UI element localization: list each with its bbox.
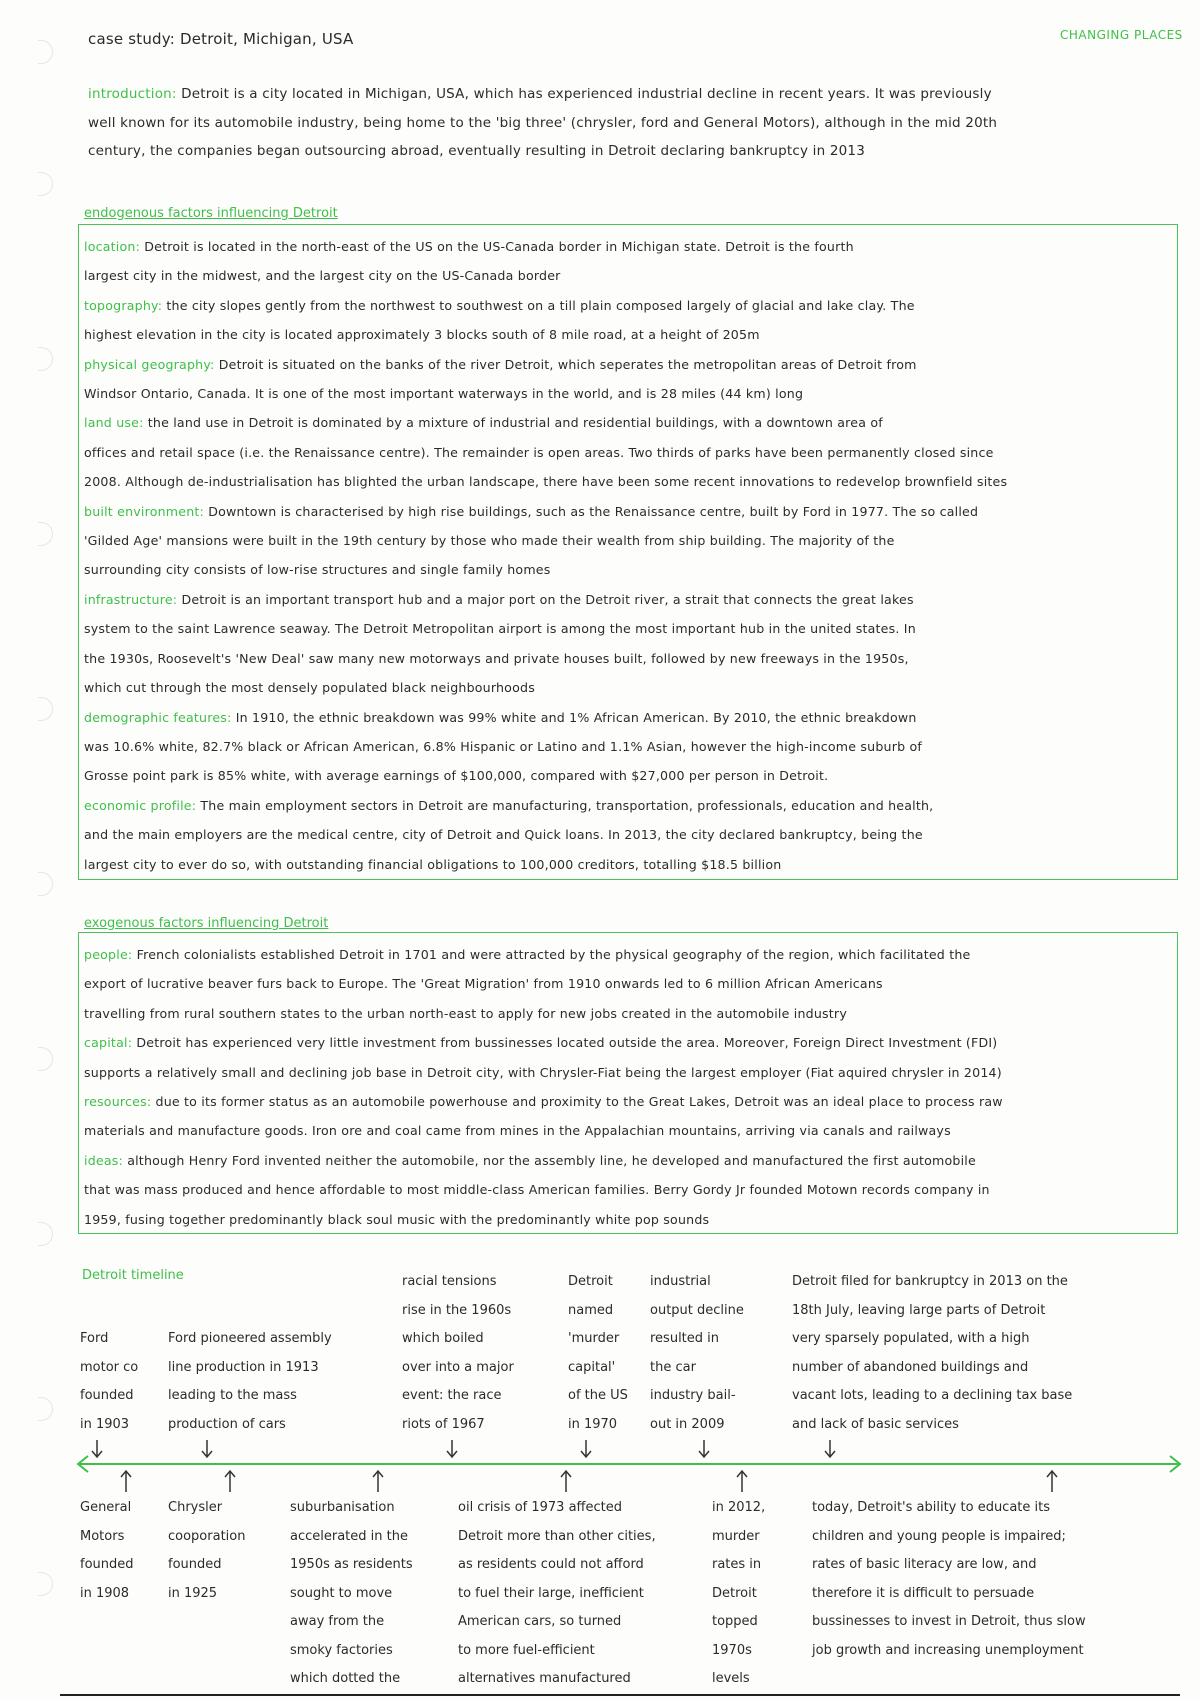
factor-line: was 10.6% white, 82.7% black or African American, 6.8% Hispanic or Latino and 1.1% Asian, however the high-income suburb of [84,738,923,754]
factor-line: offices and retail space (i.e. the Renaissance centre). The remainder is open areas. Two thirds of parks have been permanently closed since [84,444,994,460]
intro-line: introduction: Detroit is a city located in Michigan, USA, which has experienced industrial decline in recent years. It was previously [88,86,992,102]
section-title: CHANGING PLACES [1060,28,1183,42]
timeline-event-below: suburbanisation accelerated in the 1950s as residents sought to move away from the smoky factories which dotted the [290,1500,413,1686]
factor-line: supports a relatively small and declining job base in Detroit city, with Chrysler-Fiat being the largest employer (Fiat aquired chrysler in 2014) [84,1064,1002,1080]
timeline-event-below: in 2012, murder rates in Detroit topped 1970s levels [712,1500,766,1686]
timeline-event-above: racial tensions rise in the 1960s which boiled over into a major event: the race riots of 1967 [402,1274,514,1432]
factor-line: physical geography: Detroit is situated on the banks of the river Detroit, which seperates the metropolitan areas of Detroit from [84,356,917,372]
exogenous-content [84,940,1176,1234]
factor-line: travelling from rural southern states to the urban north-east to apply for new jobs created in the automobile industry [84,1005,847,1021]
factor-line: economic profile: The main employment sectors in Detroit are manufacturing, transportation, professionals, education and health, [84,797,934,813]
timeline-event-below: General Motors founded in 1908 [80,1500,134,1601]
factor-label: economic profile: [84,797,197,813]
timeline-heading: Detroit timeline [82,1268,184,1283]
factor-line: land use: the land use in Detroit is dominated by a mixture of industrial and residential buildings, with a downtown area of [84,415,883,431]
factor-line: Grosse point park is 85% white, with average earnings of $100,000, compared with $27,000 per person in Detroit. [84,768,829,784]
binder-hole [38,522,53,546]
factor-line: ideas: although Henry Ford invented neither the automobile, nor the assembly line, he developed and manufactured the first automobile [84,1152,976,1168]
factor-line: 1959, fusing together predominantly black soul music with the predominantly white pop sounds [84,1211,710,1227]
endogenous-heading: endogenous factors influencing Detroit [84,206,338,221]
factor-line: highest elevation in the city is located approximately 3 blocks south of 8 mile road, at a height of 205m [84,327,760,343]
factor-line: people: French colonialists established Detroit in 1701 and were attracted by the physical geography of the region, which facilitated the [84,947,971,962]
binder-hole [38,40,53,64]
factor-line: capital: Detroit has experienced very little investment from bussinesses located outside the area. Moreover, Foreign Direct Investment (FDI) [84,1035,998,1051]
factor-label: demographic features: [84,709,232,725]
factor-label: topography: [84,297,163,313]
factor-label: physical geography: [84,356,215,372]
factor-line: 2008. Although de-industrialisation has blighted the urban landscape, there have been some recent innovations to redevelop brownfield sites [84,474,1008,490]
intro-line: well known for its automobile industry, being home to the 'big three' (chrysler, ford and General Motors), although in the mid 20th [88,114,998,131]
factor-label: people: [84,947,133,962]
factor-label: capital: [84,1035,133,1051]
timeline-event-above: Detroit filed for bankruptcy in 2013 on the 18th July, leaving large parts of Detroit very sparsely populated, with a high number of abandoned buildings and vacant lots, leading to a declining tax base and lack of basic services [792,1274,1073,1432]
factor-line: system to the saint Lawrence seaway. The Detroit Metropolitan airport is among the most important hub in the united states. In [84,621,916,637]
binder-hole [38,347,53,371]
binder-hole [38,697,53,721]
factor-line: location: Detroit is located in the north-east of the US on the US-Canada border in Michigan state. Detroit is the fourth [84,239,854,254]
intro-line: century, the companies began outsourcing abroad, eventually resulting in Detroit declaring bankruptcy in 2013 [88,143,866,160]
factor-line: Windsor Ontario, Canada. It is one of the most important waterways in the world, and is 28 miles (44 km) long [84,386,804,402]
binder-hole [38,1397,53,1421]
timeline-event-above: Detroit named 'murder capital' of the US in 1970 [568,1274,628,1432]
binder-hole [38,172,53,196]
factor-line: export of lucrative beaver furs back to Europe. The 'Great Migration' from 1910 onwards led to 6 million African Americans [84,976,883,992]
binder-holes [0,0,60,1700]
binder-hole [38,1047,53,1071]
factor-label: location: [84,239,141,254]
timeline-event-below: today, Detroit's ability to educate its children and young people is impaired; rates of basic literacy are low, and therefore it is difficult to persuade bussinesses to invest in Detroit, thus slow job growth and increasing unemployment [812,1500,1086,1658]
timeline-event-above: Ford pioneered assembly line production in 1913 leading to the mass production of cars [168,1331,332,1432]
timeline-event-above: Ford motor co founded in 1903 [80,1331,139,1432]
factor-line: infrastructure: Detroit is an important transport hub and a major port on the Detroit river, a strait that connects the great lakes [84,591,914,607]
factor-line: materials and manufacture goods. Iron ore and coal came from mines in the Appalachian mountains, arriving via canals and railways [84,1123,951,1139]
factor-label: infrastructure: [84,591,178,607]
factor-line: 'Gilded Age' mansions were built in the 19th century by those who made their wealth from ship building. The majority of the [84,533,895,549]
factor-line: demographic features: In 1910, the ethnic breakdown was 99% white and 1% African American. By 2010, the ethnic breakdown [84,709,917,725]
factor-line: the 1930s, Roosevelt's 'New Deal' saw many new motorways and private houses built, followed by new freeways in the 1950s, [84,650,909,666]
binder-hole [38,1222,53,1246]
timeline-event-below: Chrysler cooporation founded in 1925 [168,1500,246,1601]
intro-label: introduction: [88,86,177,102]
factor-label: built environment: [84,503,204,519]
page-title: case study: Detroit, Michigan, USA [88,30,354,48]
factor-line: surrounding city consists of low-rise structures and single family homes [84,562,551,578]
introduction [88,80,1178,166]
endogenous-content [84,232,1176,879]
factor-label: resources: [84,1094,152,1110]
factor-line: largest city to ever do so, with outstanding financial obligations to 100,000 creditors, totalling $18.5 billion [84,856,782,872]
factor-line: and the main employers are the medical centre, city of Detroit and Quick loans. In 2013, the city declared bankruptcy, being the [84,827,923,843]
factor-line: built environment: Downtown is characterised by high rise buildings, such as the Renaissance centre, built by Ford in 1977. The so called [84,503,979,519]
factor-label: land use: [84,415,144,431]
binder-hole [38,872,53,896]
timeline-event-below: oil crisis of 1973 affected Detroit more than other cities, as residents could not afford to fuel their large, inefficient American cars, so turned to more fuel-efficient alternatives manufactured [458,1500,656,1686]
factor-line: resources: due to its former status as an automobile powerhouse and proximity to the Great Lakes, Detroit was an ideal place to process raw [84,1094,1003,1110]
binder-hole [38,1572,53,1596]
factor-line: which cut through the most densely populated black neighbourhoods [84,680,535,696]
factor-line: largest city in the midwest, and the largest city on the US-Canada border [84,268,561,284]
factor-line: topography: the city slopes gently from the northwest to southwest on a till plain composed largely of glacial and lake clay. The [84,297,915,313]
factor-line: that was mass produced and hence affordable to most middle-class American families. Berry Gordy Jr founded Motown records company in [84,1182,990,1198]
page-bottom-edge [60,1694,1180,1696]
factor-label: ideas: [84,1152,123,1168]
timeline-event-above: industrial output decline resulted in the car industry bail- out in 2009 [650,1274,744,1432]
exogenous-heading: exogenous factors influencing Detroit [84,916,329,931]
